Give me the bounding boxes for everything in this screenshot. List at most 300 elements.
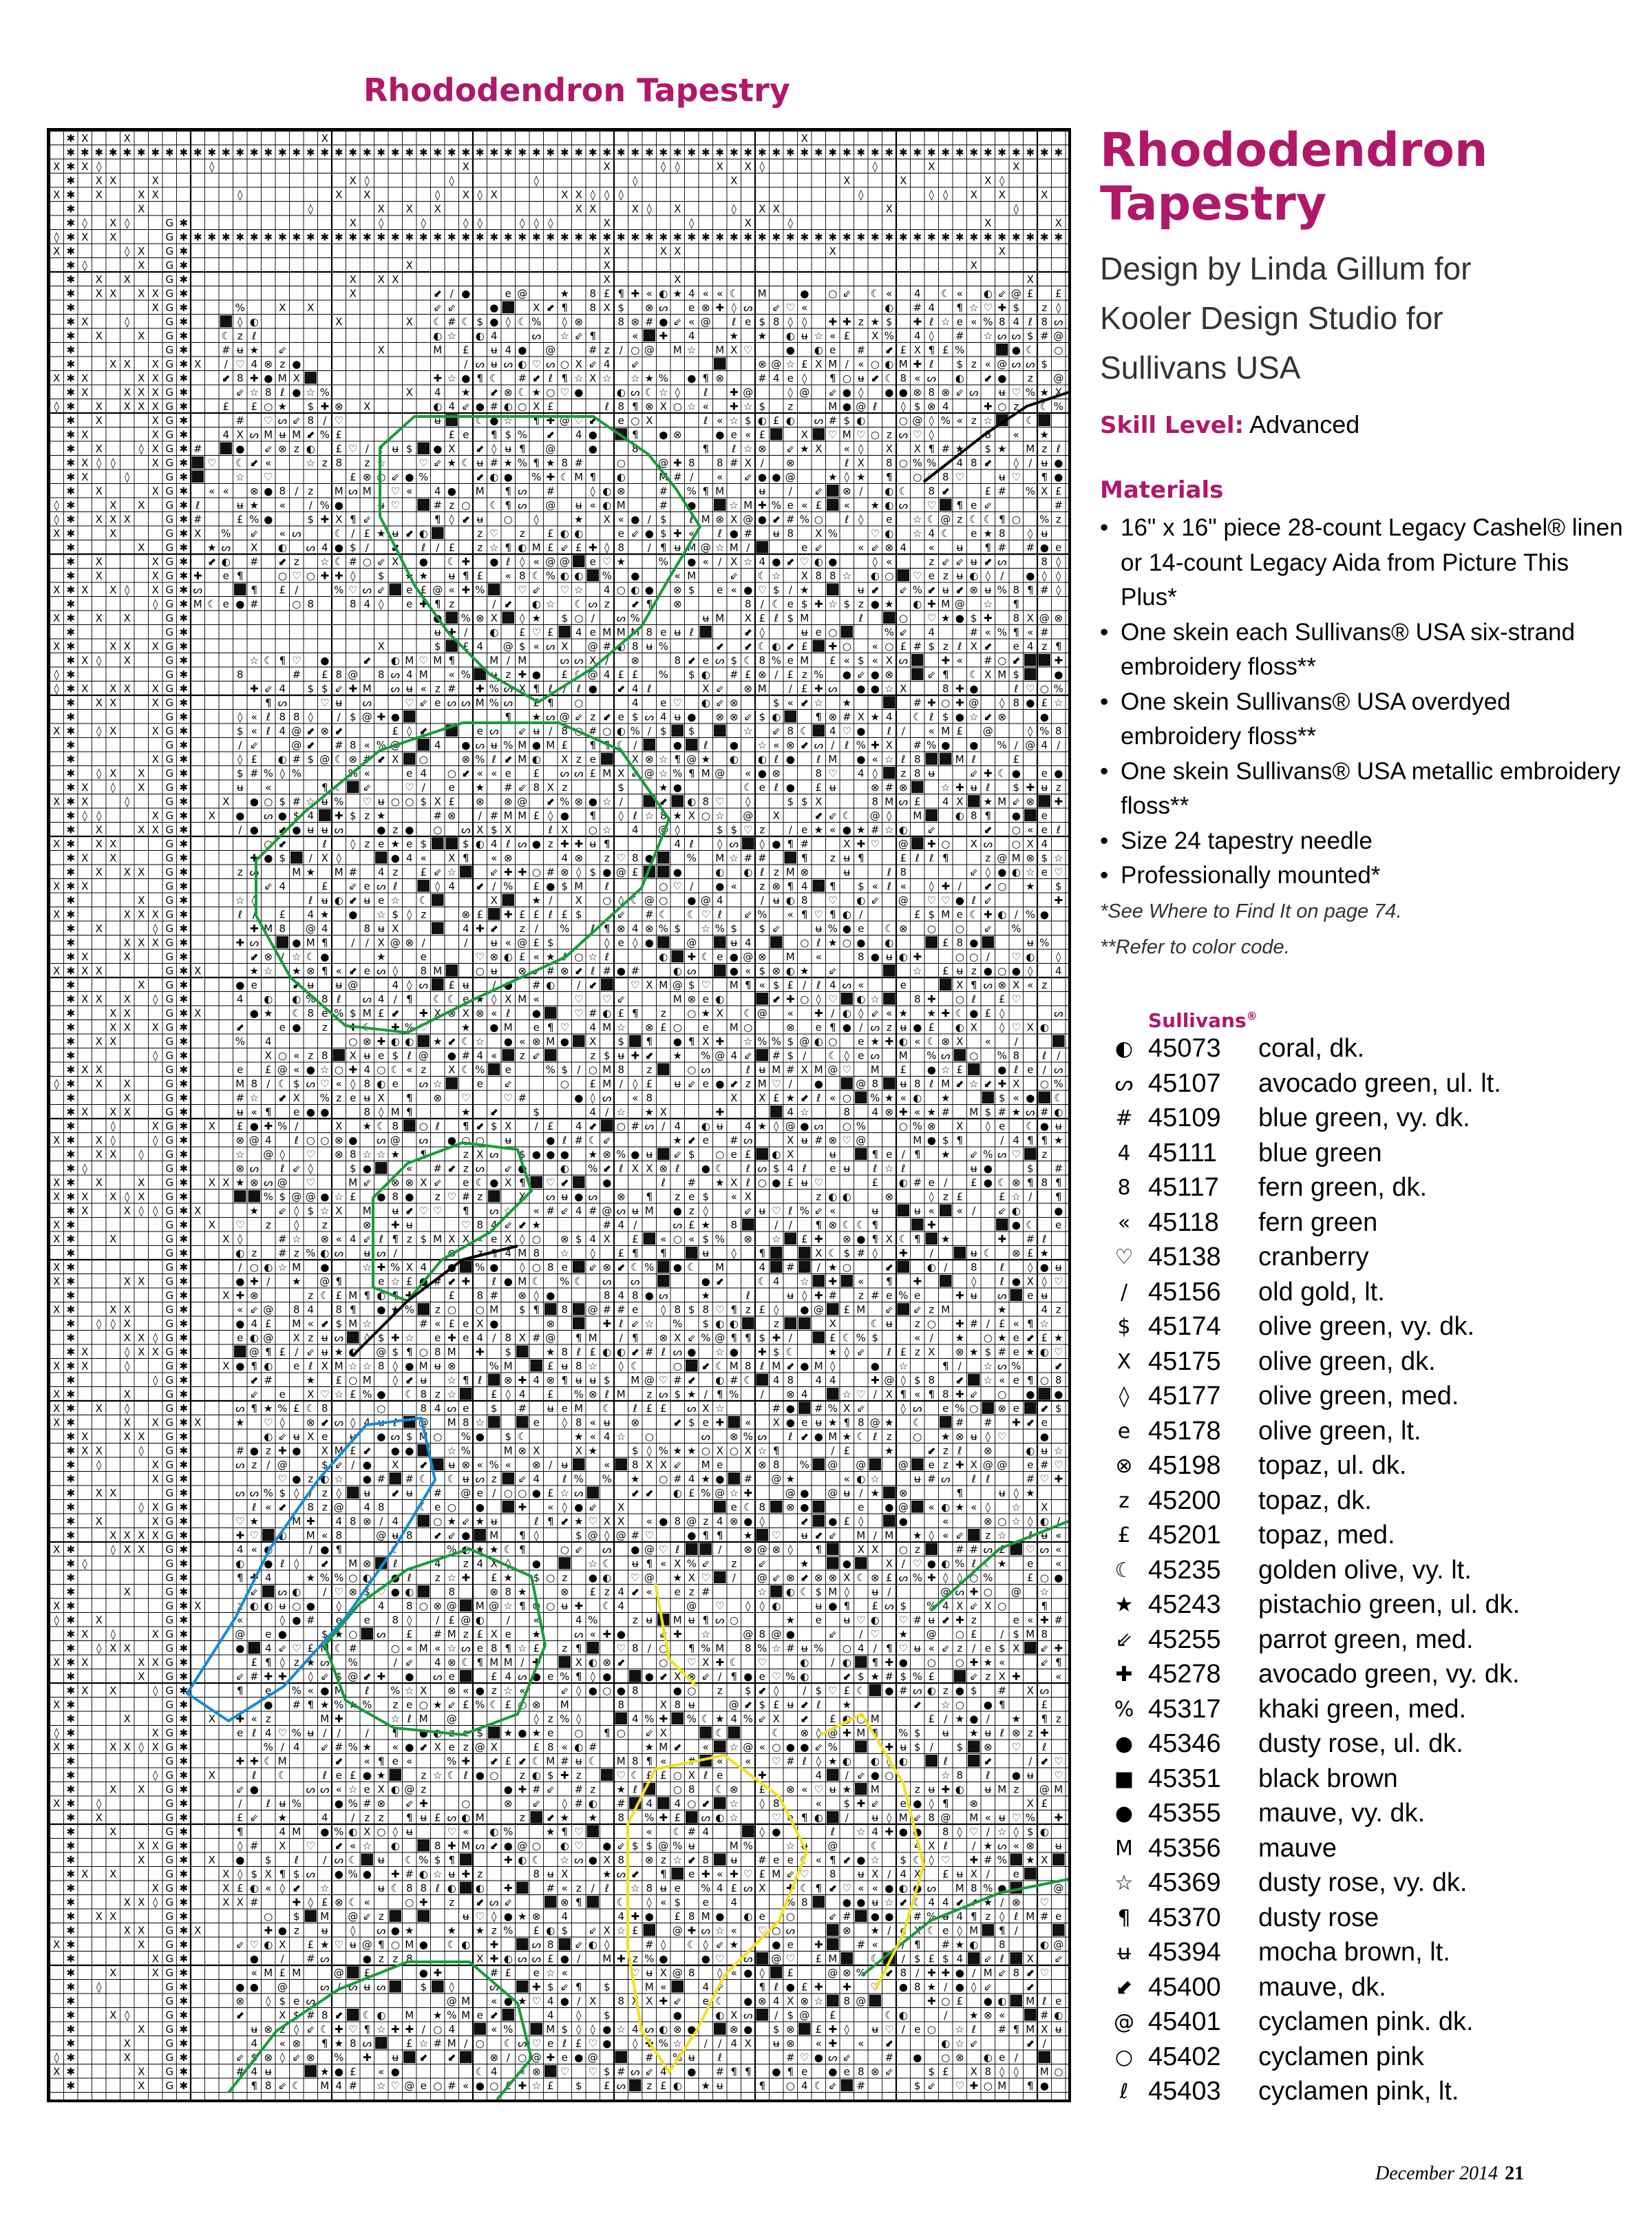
svg-text:✱: ✱ bbox=[179, 682, 188, 695]
svg-text:⇙: ⇙ bbox=[814, 1205, 823, 1217]
key-color-name: olive green, lt. bbox=[1258, 1417, 1421, 1446]
svg-text:«: « bbox=[844, 654, 850, 666]
svg-text:e: e bbox=[392, 1077, 399, 1090]
svg-text:«: « bbox=[999, 1374, 1005, 1386]
svg-text:X: X bbox=[53, 1218, 60, 1231]
svg-text:⊗: ⊗ bbox=[885, 668, 893, 681]
svg-text:◊: ◊ bbox=[294, 1557, 299, 1569]
svg-text:4: 4 bbox=[773, 372, 780, 384]
svg-text:⊗: ⊗ bbox=[715, 513, 724, 525]
svg-text:/: / bbox=[831, 1444, 835, 1457]
svg-text:G: G bbox=[165, 1303, 173, 1315]
svg-text:X: X bbox=[971, 1021, 977, 1033]
svg-text:G: G bbox=[165, 795, 173, 807]
svg-text:4: 4 bbox=[871, 1106, 878, 1118]
svg-text:¶: ¶ bbox=[632, 1331, 639, 1344]
svg-text:M: M bbox=[405, 654, 414, 666]
svg-text:@: @ bbox=[814, 1303, 824, 1315]
svg-text:#: # bbox=[419, 1318, 428, 1330]
svg-text:¶: ¶ bbox=[1027, 584, 1034, 596]
svg-text:X: X bbox=[589, 372, 596, 384]
svg-text:⬋: ⬋ bbox=[335, 725, 343, 737]
chart-title: Rhododendron Tapestry bbox=[363, 72, 790, 109]
svg-text:★: ★ bbox=[207, 541, 216, 553]
svg-text:G: G bbox=[165, 273, 173, 286]
svg-text:X: X bbox=[222, 1289, 229, 1302]
svg-text:◐: ◐ bbox=[617, 1346, 626, 1358]
svg-text:◐: ◐ bbox=[235, 1557, 244, 1569]
svg-text:M: M bbox=[602, 1021, 611, 1033]
svg-text:♡: ♡ bbox=[235, 358, 244, 370]
svg-text:£: £ bbox=[773, 1092, 780, 1104]
svg-text:8: 8 bbox=[547, 1261, 554, 1273]
svg-text:¶: ¶ bbox=[956, 499, 963, 511]
svg-text:☆: ☆ bbox=[306, 456, 315, 469]
svg-text:✚: ✚ bbox=[997, 1233, 1006, 1245]
svg-text:£: £ bbox=[476, 908, 483, 920]
key-color-name: golden olive, vy. lt. bbox=[1258, 1556, 1472, 1585]
svg-text:4: 4 bbox=[476, 1557, 483, 1569]
svg-text:ʉ: ʉ bbox=[237, 781, 244, 794]
svg-text:○: ○ bbox=[560, 1543, 569, 1556]
svg-text:ℓ: ℓ bbox=[689, 626, 694, 638]
svg-text:M: M bbox=[419, 1360, 428, 1372]
svg-text:◊: ◊ bbox=[562, 315, 568, 328]
svg-text:⇙: ⇙ bbox=[701, 1557, 710, 1569]
svg-text:⇙: ⇙ bbox=[673, 1459, 682, 1471]
svg-text:ʉ: ʉ bbox=[956, 964, 963, 977]
svg-text:£: £ bbox=[801, 640, 808, 653]
svg-text:☆: ☆ bbox=[250, 386, 259, 399]
svg-text:4: 4 bbox=[900, 541, 907, 553]
svg-text:X: X bbox=[124, 1205, 131, 1217]
svg-text:M: M bbox=[335, 1360, 343, 1372]
svg-text:⊗: ⊗ bbox=[476, 795, 485, 807]
svg-text:%: % bbox=[659, 1444, 668, 1457]
svg-text:G: G bbox=[165, 1007, 173, 1019]
svg-text:ʉ: ʉ bbox=[646, 640, 653, 653]
svg-text:✱: ✱ bbox=[179, 1148, 188, 1161]
svg-text:●: ● bbox=[235, 979, 244, 991]
svg-text:○: ○ bbox=[574, 697, 583, 709]
svg-text:◐: ◐ bbox=[532, 753, 541, 765]
material-item: • One skein Sullivans® USA metallic embroidery floss** bbox=[1100, 754, 1623, 824]
svg-text:@: @ bbox=[997, 358, 1007, 370]
svg-text:$: $ bbox=[632, 1444, 639, 1457]
svg-text:$: $ bbox=[660, 513, 667, 525]
svg-text:ʉ: ʉ bbox=[547, 1402, 554, 1415]
svg-text:◊: ◊ bbox=[83, 810, 88, 822]
svg-text:✱: ✱ bbox=[715, 146, 724, 158]
svg-text:ᔕ: ᔕ bbox=[743, 302, 752, 314]
svg-text:✚: ✚ bbox=[476, 682, 485, 695]
svg-text:e: e bbox=[929, 569, 935, 582]
svg-text:«: « bbox=[886, 1007, 892, 1019]
svg-text:£: £ bbox=[787, 1176, 794, 1189]
key-color-name: olive green, dk. bbox=[1258, 1347, 1436, 1377]
svg-text:⇙: ⇙ bbox=[250, 1303, 259, 1315]
svg-text:/: / bbox=[902, 725, 906, 737]
svg-text:✱: ✱ bbox=[743, 146, 752, 158]
key-symbol: ★ bbox=[1100, 1593, 1148, 1617]
svg-text:ℓ: ℓ bbox=[887, 1346, 891, 1358]
svg-text:ℓ: ℓ bbox=[590, 964, 595, 977]
svg-text:%: % bbox=[489, 682, 499, 695]
svg-text:X: X bbox=[124, 1529, 131, 1541]
svg-text:☆: ☆ bbox=[447, 1388, 456, 1400]
svg-text:◐: ◐ bbox=[786, 964, 795, 977]
svg-text:¶: ¶ bbox=[702, 372, 709, 384]
svg-text:☆: ☆ bbox=[885, 753, 893, 765]
svg-text:♡: ♡ bbox=[800, 556, 809, 568]
svg-text:★: ★ bbox=[701, 1289, 710, 1302]
svg-text:★: ★ bbox=[461, 1021, 470, 1033]
svg-text:⇙: ⇙ bbox=[955, 556, 964, 568]
key-row bbox=[1100, 1483, 1623, 1519]
svg-text:$: $ bbox=[307, 400, 314, 412]
svg-text:/: / bbox=[661, 1120, 666, 1132]
svg-text:%: % bbox=[306, 1247, 315, 1259]
svg-text:M: M bbox=[363, 1007, 372, 1019]
svg-text:♡: ♡ bbox=[814, 1176, 823, 1189]
svg-text:○: ○ bbox=[348, 1035, 357, 1048]
svg-text:◐: ◐ bbox=[687, 795, 696, 807]
svg-text:@: @ bbox=[376, 1346, 386, 1358]
svg-text:M: M bbox=[701, 1459, 710, 1471]
svg-text:◐: ◐ bbox=[997, 908, 1006, 920]
svg-text:X: X bbox=[138, 979, 145, 991]
svg-text:⇙: ⇙ bbox=[856, 1346, 865, 1358]
svg-text:★: ★ bbox=[363, 1120, 372, 1132]
svg-text:⊗: ⊗ bbox=[758, 951, 767, 963]
svg-text:ᔕ: ᔕ bbox=[984, 1543, 993, 1556]
svg-text:ᔕ: ᔕ bbox=[377, 1134, 385, 1146]
svg-text:☆: ☆ bbox=[363, 1318, 372, 1330]
svg-text:✚: ✚ bbox=[518, 1501, 527, 1513]
svg-text:¶: ¶ bbox=[547, 1021, 554, 1033]
svg-text:★: ★ bbox=[631, 1472, 639, 1485]
svg-text:$: $ bbox=[505, 1430, 511, 1443]
svg-text:@: @ bbox=[1011, 287, 1021, 299]
svg-text:☆: ☆ bbox=[363, 1148, 372, 1161]
svg-text:«: « bbox=[858, 541, 864, 553]
svg-text:4: 4 bbox=[434, 485, 441, 497]
svg-text:●: ● bbox=[574, 1501, 583, 1513]
svg-text:★: ★ bbox=[871, 1035, 880, 1048]
svg-text:M: M bbox=[715, 1261, 724, 1273]
svg-text:£: £ bbox=[279, 584, 286, 596]
svg-text:8: 8 bbox=[265, 386, 272, 399]
svg-text:●: ● bbox=[447, 485, 456, 497]
svg-text:G: G bbox=[165, 894, 173, 907]
svg-text:e: e bbox=[1055, 541, 1061, 553]
svg-text:X: X bbox=[152, 640, 159, 653]
svg-text:X: X bbox=[96, 556, 103, 568]
svg-text:¶: ¶ bbox=[815, 1543, 822, 1556]
svg-text:$: $ bbox=[491, 823, 498, 836]
svg-text:★: ★ bbox=[828, 1261, 837, 1273]
svg-text:●: ● bbox=[363, 1162, 372, 1174]
svg-text:X: X bbox=[575, 189, 582, 201]
svg-text:◊: ◊ bbox=[873, 160, 878, 173]
svg-text:●: ● bbox=[715, 880, 724, 892]
svg-text:«: « bbox=[929, 541, 935, 553]
svg-text:%: % bbox=[1054, 1077, 1063, 1090]
svg-text:ʉ: ʉ bbox=[307, 979, 314, 991]
svg-text:z: z bbox=[887, 1021, 892, 1033]
svg-text:●: ● bbox=[673, 781, 682, 794]
svg-text:ᔕ: ᔕ bbox=[391, 682, 400, 695]
svg-text:⬋: ⬋ bbox=[1054, 1360, 1063, 1372]
svg-text:⬋: ⬋ bbox=[885, 1261, 893, 1273]
svg-text:X: X bbox=[96, 443, 103, 455]
svg-text:¶: ¶ bbox=[674, 753, 681, 765]
svg-text:8: 8 bbox=[1013, 1049, 1019, 1061]
svg-text:♡: ♡ bbox=[419, 1205, 428, 1217]
svg-text:z: z bbox=[1056, 1303, 1061, 1315]
svg-text:e: e bbox=[378, 1275, 384, 1287]
svg-text:✚: ✚ bbox=[927, 1218, 936, 1231]
svg-text:G: G bbox=[165, 781, 173, 794]
svg-text:ℓ: ℓ bbox=[392, 880, 397, 892]
svg-text:ʉ: ʉ bbox=[886, 1318, 893, 1330]
svg-text:«: « bbox=[829, 330, 836, 342]
svg-text:⇙: ⇙ bbox=[433, 456, 442, 469]
svg-text:⬋: ⬋ bbox=[617, 682, 626, 695]
svg-text:#: # bbox=[913, 1176, 922, 1189]
svg-text:e: e bbox=[434, 1501, 441, 1513]
svg-text:○: ○ bbox=[913, 1430, 922, 1443]
svg-text:@: @ bbox=[602, 1205, 612, 1217]
svg-text:e: e bbox=[632, 1303, 638, 1315]
svg-text:✚: ✚ bbox=[235, 1289, 244, 1302]
svg-text:X: X bbox=[96, 838, 103, 850]
svg-text:z: z bbox=[322, 1218, 328, 1231]
svg-text:@: @ bbox=[714, 1049, 725, 1061]
svg-text:◐: ◐ bbox=[1040, 1346, 1049, 1358]
svg-text:$: $ bbox=[745, 414, 752, 427]
svg-text:#: # bbox=[913, 739, 922, 751]
svg-text:M: M bbox=[786, 866, 795, 878]
svg-text:✱: ✱ bbox=[786, 231, 795, 243]
svg-text:☆: ☆ bbox=[645, 1318, 654, 1330]
svg-text:⊗: ⊗ bbox=[730, 710, 739, 723]
svg-text:8: 8 bbox=[815, 569, 822, 582]
svg-text:ʉ: ʉ bbox=[1041, 1289, 1048, 1302]
svg-text:○: ○ bbox=[377, 1402, 385, 1415]
svg-text:e: e bbox=[703, 1134, 709, 1146]
svg-text:✱: ✱ bbox=[66, 456, 75, 469]
svg-text:@: @ bbox=[644, 343, 655, 356]
key-floss-number: 45346 bbox=[1148, 1729, 1258, 1759]
svg-text:○: ○ bbox=[899, 1543, 908, 1556]
svg-text:✱: ✱ bbox=[772, 146, 781, 158]
svg-text:☆: ☆ bbox=[715, 1402, 724, 1415]
svg-text:✚: ✚ bbox=[758, 499, 767, 511]
svg-text:ᔕ: ᔕ bbox=[250, 936, 259, 949]
chart-grid-svg bbox=[50, 131, 1068, 2100]
svg-text:$: $ bbox=[787, 1035, 794, 1048]
svg-text:◊: ◊ bbox=[717, 838, 723, 850]
svg-text:♡: ♡ bbox=[955, 471, 964, 483]
svg-text:M: M bbox=[306, 1529, 315, 1541]
svg-text:★: ★ bbox=[701, 753, 710, 765]
svg-text:8: 8 bbox=[279, 485, 286, 497]
svg-text:◐: ◐ bbox=[335, 894, 343, 907]
svg-text:◐: ◐ bbox=[786, 894, 795, 907]
svg-text:X: X bbox=[617, 1501, 624, 1513]
svg-text:☾: ☾ bbox=[532, 569, 541, 582]
svg-text:4: 4 bbox=[533, 1472, 540, 1485]
svg-text:#: # bbox=[659, 485, 668, 497]
svg-text:/: / bbox=[859, 485, 863, 497]
svg-text:$: $ bbox=[1041, 852, 1048, 864]
svg-text:X: X bbox=[81, 471, 88, 483]
svg-text:☆: ☆ bbox=[504, 414, 513, 427]
svg-text:/: / bbox=[422, 936, 426, 949]
svg-text:●: ● bbox=[235, 1360, 244, 1372]
svg-text:○: ○ bbox=[885, 640, 893, 653]
svg-text:○: ○ bbox=[828, 626, 837, 638]
svg-text:#: # bbox=[786, 513, 795, 525]
svg-text:◐: ◐ bbox=[476, 330, 485, 342]
svg-text:«: « bbox=[717, 471, 723, 483]
svg-text:ʉ: ʉ bbox=[406, 682, 413, 695]
svg-text:«: « bbox=[787, 697, 794, 709]
svg-text:★: ★ bbox=[335, 1346, 343, 1358]
svg-text:$: $ bbox=[759, 922, 765, 935]
svg-text:●: ● bbox=[489, 315, 498, 328]
svg-text:★: ★ bbox=[659, 781, 668, 794]
svg-text:/: / bbox=[492, 979, 496, 991]
svg-text:£: £ bbox=[265, 1318, 272, 1330]
svg-text:X: X bbox=[321, 132, 328, 145]
svg-text:⇙: ⇙ bbox=[772, 922, 781, 935]
svg-text:ᔕ: ᔕ bbox=[335, 1416, 343, 1428]
svg-text:⬋: ⬋ bbox=[250, 456, 259, 469]
svg-text:#: # bbox=[786, 1261, 795, 1273]
key-floss-number: 45243 bbox=[1148, 1590, 1258, 1620]
svg-text:X: X bbox=[124, 640, 131, 653]
key-color-name: avocado green, vy. dk. bbox=[1258, 1660, 1520, 1689]
svg-text:✱: ✱ bbox=[66, 1416, 75, 1428]
svg-text:X: X bbox=[138, 1430, 145, 1443]
svg-text:«: « bbox=[646, 1515, 653, 1527]
svg-text:◊: ◊ bbox=[548, 810, 553, 822]
svg-text:ʉ: ʉ bbox=[730, 936, 737, 949]
svg-text:⇙: ⇙ bbox=[885, 1303, 893, 1315]
svg-text:4: 4 bbox=[406, 668, 413, 681]
svg-text:z: z bbox=[279, 358, 285, 370]
svg-text:●: ● bbox=[235, 810, 244, 822]
svg-text:⬋: ⬋ bbox=[984, 372, 993, 384]
svg-text:e: e bbox=[279, 1021, 286, 1033]
svg-text:✱: ✱ bbox=[179, 739, 188, 751]
svg-text:⇙: ⇙ bbox=[984, 499, 993, 511]
svg-text:☾: ☾ bbox=[631, 894, 639, 907]
svg-text:G: G bbox=[165, 1275, 173, 1287]
svg-text:◐: ◐ bbox=[1040, 1515, 1049, 1527]
svg-text:X: X bbox=[152, 823, 159, 836]
svg-text:◐: ◐ bbox=[1012, 866, 1021, 878]
svg-text:✱: ✱ bbox=[179, 527, 188, 540]
svg-text:⬋: ⬋ bbox=[476, 880, 485, 892]
svg-text:✱: ✱ bbox=[179, 1472, 188, 1485]
svg-text:#: # bbox=[292, 753, 301, 765]
svg-text:@: @ bbox=[644, 767, 655, 779]
svg-text:M: M bbox=[856, 1303, 865, 1315]
svg-text:☆: ☆ bbox=[730, 1487, 739, 1499]
svg-text:¶: ¶ bbox=[702, 443, 709, 455]
svg-text:¶: ¶ bbox=[463, 1205, 469, 1217]
svg-text:X: X bbox=[434, 795, 441, 807]
svg-text:G: G bbox=[165, 1176, 173, 1189]
svg-text:e: e bbox=[279, 1388, 286, 1400]
svg-text:ᔕ: ᔕ bbox=[306, 1077, 315, 1090]
svg-text:X: X bbox=[843, 174, 850, 187]
svg-text:★: ★ bbox=[673, 1444, 682, 1457]
svg-text:$: $ bbox=[392, 908, 399, 920]
svg-text:●: ● bbox=[631, 1148, 639, 1161]
svg-text:X: X bbox=[124, 1430, 131, 1443]
svg-text:8: 8 bbox=[463, 1416, 469, 1428]
svg-text:●: ● bbox=[800, 287, 809, 299]
svg-text:☆: ☆ bbox=[335, 1388, 343, 1400]
svg-text:£: £ bbox=[533, 810, 540, 822]
svg-text:/: / bbox=[972, 1205, 976, 1217]
svg-text:X: X bbox=[124, 866, 131, 878]
svg-text:£: £ bbox=[956, 1190, 963, 1203]
svg-text:8: 8 bbox=[1041, 315, 1048, 328]
svg-text:✚: ✚ bbox=[814, 682, 823, 695]
svg-text:M: M bbox=[687, 569, 696, 582]
svg-text:●: ● bbox=[476, 1430, 485, 1443]
svg-text:$: $ bbox=[350, 810, 357, 822]
svg-text:⇙: ⇙ bbox=[984, 922, 993, 935]
svg-text:✚: ✚ bbox=[997, 1077, 1006, 1090]
svg-text:#: # bbox=[913, 697, 922, 709]
svg-text:✱: ✱ bbox=[179, 1374, 188, 1386]
svg-text:⇙: ⇙ bbox=[927, 823, 936, 836]
svg-text:○: ○ bbox=[320, 1134, 329, 1146]
svg-text:X: X bbox=[674, 1557, 681, 1569]
svg-text:✚: ✚ bbox=[856, 838, 865, 850]
svg-text:☆: ☆ bbox=[560, 1487, 569, 1499]
svg-text:@: @ bbox=[799, 386, 809, 399]
svg-text:✱: ✱ bbox=[955, 146, 964, 158]
svg-text:#: # bbox=[871, 1289, 880, 1302]
svg-text:○: ○ bbox=[997, 880, 1006, 892]
svg-text:X: X bbox=[124, 1388, 131, 1400]
svg-text:●: ● bbox=[377, 1190, 385, 1203]
svg-text:X: X bbox=[124, 1543, 131, 1556]
svg-text:%: % bbox=[659, 372, 668, 384]
svg-text:✱: ✱ bbox=[66, 1106, 75, 1118]
svg-text:¶: ¶ bbox=[815, 1218, 822, 1231]
svg-text:✱: ✱ bbox=[179, 1318, 188, 1330]
svg-text:☆: ☆ bbox=[589, 1557, 597, 1569]
svg-text:M: M bbox=[292, 1318, 301, 1330]
svg-text:#: # bbox=[602, 964, 611, 977]
svg-text:G: G bbox=[165, 1049, 173, 1061]
svg-text:/: / bbox=[817, 1261, 821, 1273]
svg-text:ᔕ: ᔕ bbox=[687, 964, 696, 977]
svg-text:☾: ☾ bbox=[433, 315, 442, 328]
svg-text:X: X bbox=[420, 1176, 427, 1189]
svg-text:⇙: ⇙ bbox=[348, 880, 357, 892]
svg-text:☆: ☆ bbox=[320, 1205, 329, 1217]
svg-text:☾: ☾ bbox=[1040, 400, 1049, 412]
